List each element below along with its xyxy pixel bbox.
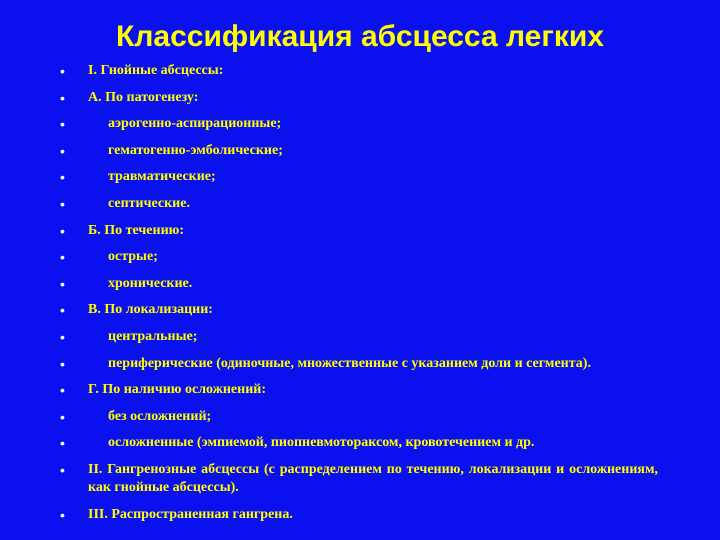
bullet-dot-icon: • [60, 116, 65, 133]
bullet-text: II. Гангренозные абсцессы (с распределением по течению, локализации и осложнениям, как гнойные абсцессы). [88, 461, 658, 495]
bullet-item [60, 89, 658, 107]
bullet-text: осложненные (эмпиемой, пиопневмотораксом, кровотечением и др. [108, 435, 535, 451]
bullet-text: III. Распространенная гангрена. [88, 506, 293, 522]
bullet-text: травматические; [108, 169, 216, 185]
bullet-item [60, 168, 658, 186]
bullet-item [60, 408, 658, 426]
bullet-dot-icon: • [60, 142, 65, 159]
bullet-item [60, 381, 658, 399]
bullet-item [60, 461, 658, 497]
bullet-dot-icon: • [60, 302, 65, 319]
bullet-item [60, 222, 658, 240]
bullet-dot-icon: • [60, 355, 65, 372]
bullet-dot-icon: • [60, 461, 65, 478]
bullet-dot-icon: • [60, 435, 65, 452]
bullet-text: гематогенно-эмболические; [108, 142, 283, 158]
bullet-text: хронические. [108, 275, 193, 291]
bullet-item [60, 115, 658, 133]
bullet-dot-icon: • [60, 89, 65, 106]
bullet-text: без осложнений; [108, 408, 212, 424]
bullet-item [60, 355, 658, 373]
bullet-text: центральные; [108, 328, 198, 344]
bullet-dot-icon: • [60, 275, 65, 292]
bullet-dot-icon: • [60, 169, 65, 186]
bullet-text: аэрогенно-аспирационные; [108, 116, 282, 132]
bullet-dot-icon: • [60, 506, 65, 523]
bullet-dot-icon: • [60, 222, 65, 239]
bullet-dot-icon: • [60, 408, 65, 425]
bullet-item [60, 506, 658, 524]
slide-title: Классификация абсцесса легких [116, 20, 604, 53]
bullet-item [60, 301, 658, 319]
bullet-text: острые; [108, 249, 158, 265]
bullet-text: Г. По наличию осложнений: [88, 382, 267, 398]
bullet-item [60, 248, 658, 266]
bullet-text: Б. По течению: [88, 222, 184, 238]
bullet-item [60, 434, 658, 452]
bullet-list [60, 62, 658, 532]
bullet-item [60, 328, 658, 346]
bullet-dot-icon: • [60, 249, 65, 266]
bullet-dot-icon: • [60, 382, 65, 399]
bullet-dot-icon: • [60, 328, 65, 345]
bullet-text: I. Гнойные абсцессы: [88, 63, 224, 78]
bullet-item [60, 62, 658, 80]
bullet-text: А. По патогенезу: [88, 89, 199, 105]
bullet-item [60, 275, 658, 293]
bullet-item [60, 195, 658, 213]
bullet-item [60, 142, 658, 160]
bullet-text: септические. [108, 195, 190, 211]
bullet-text: периферические (одиночные, множественные с указанием доли и сегмента). [108, 355, 591, 371]
bullet-dot-icon: • [60, 63, 65, 79]
bullet-text: В. По локализации: [88, 302, 213, 318]
bullet-dot-icon: • [60, 195, 65, 212]
